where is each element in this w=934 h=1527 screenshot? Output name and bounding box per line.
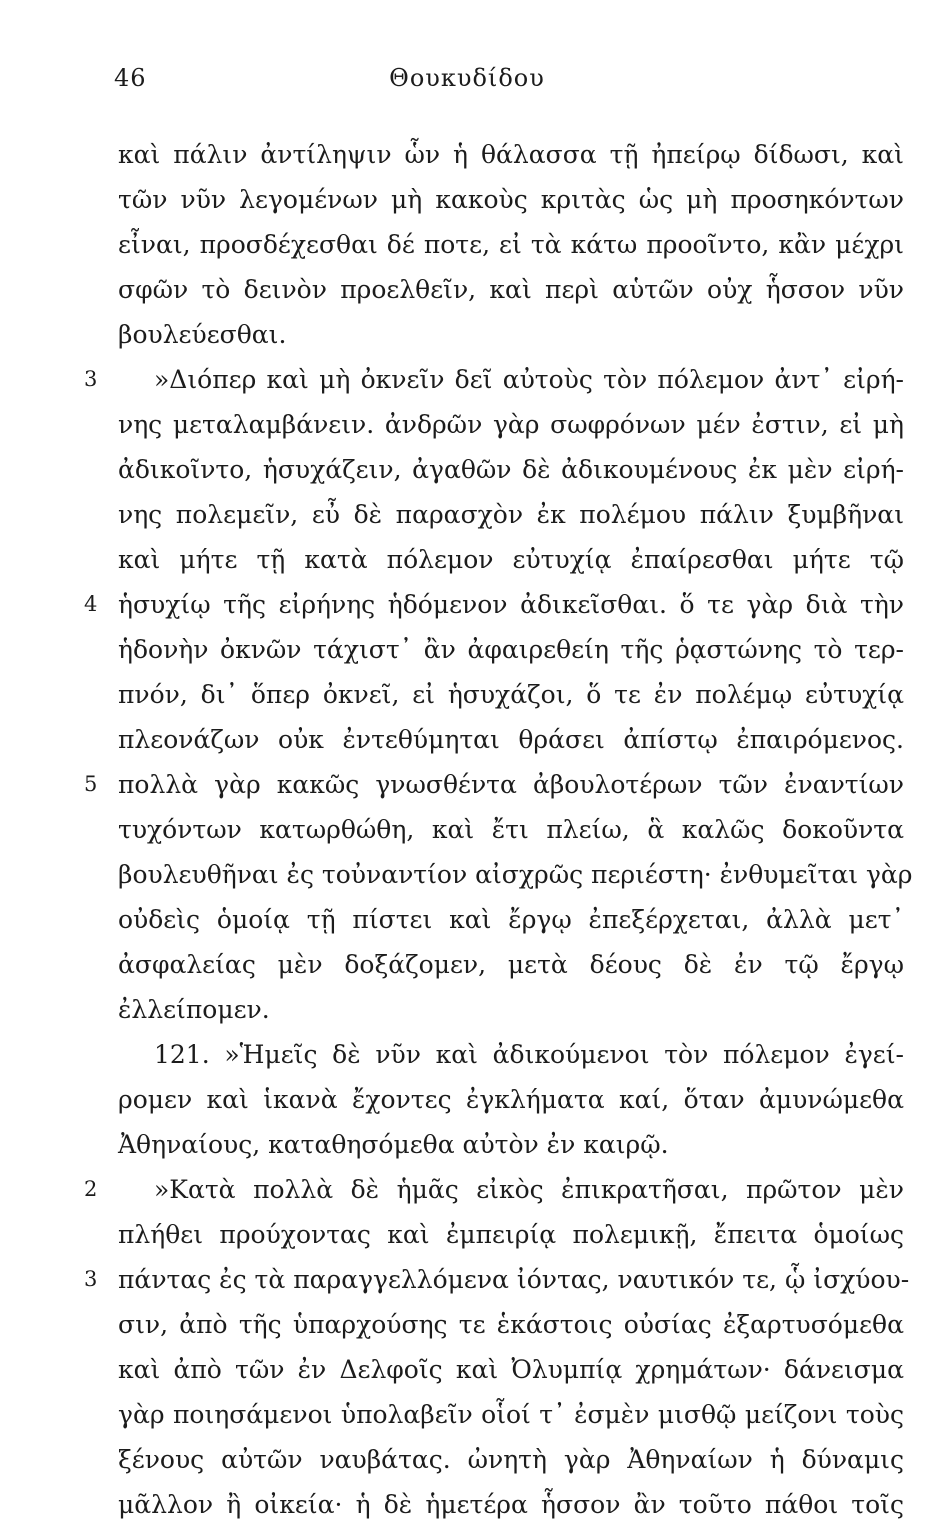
- line-text: »Διόπερ καὶ μὴ ὀκνεῖν δεῖ αὐτοὺς τὸν πόλεμον ἀντ᾽ εἰρή-: [154, 365, 904, 394]
- text-line: [118, 717, 904, 762]
- line-text: πλεονάζων οὐκ ἐντεθύμηται θράσει ἀπίστῳ ἐπαιρόμενος.: [118, 725, 904, 754]
- text-line: [118, 1077, 904, 1122]
- line-text: καὶ πάλιν ἀντίληψιν ὧν ἡ θάλασσα τῇ ἠπείρῳ δίδωσι, καὶ: [118, 140, 904, 169]
- line-text: ρομεν καὶ ἱκανὰ ἔχοντες ἐγκλήματα καί, ὅταν ἀμυνώμεθα: [118, 1085, 904, 1114]
- line-text: σφῶν τὸ δεινὸν προελθεῖν, καὶ περὶ αὑτῶν οὐχ ἧσσον νῦν: [118, 275, 904, 304]
- line-text: σιν, ἀπὸ τῆς ὑπαρχούσης τε ἑκάστοις οὐσίας ἐξαρτυσόμεθα: [118, 1310, 904, 1339]
- text-line: [118, 132, 904, 177]
- text-line: [118, 672, 904, 717]
- line-text: ἐλλείπομεν.: [118, 995, 270, 1024]
- text-line: [118, 1482, 904, 1527]
- text-line: [118, 852, 913, 897]
- text-line: [84, 1257, 910, 1302]
- text-line: [118, 1392, 904, 1437]
- line-text: βουλεύεσθαι.: [118, 320, 287, 349]
- text-line: [118, 807, 904, 852]
- text-line: [118, 1437, 904, 1482]
- line-text: καὶ ἀπὸ τῶν ἐν Δελφοῖς καὶ Ὀλυμπίᾳ χρημάτων· δάνεισμα: [118, 1355, 904, 1384]
- line-text: ἀσφαλείας μὲν δοξάζομεν, μετὰ δέους δὲ ἐν τῷ ἔργῳ: [118, 950, 904, 979]
- text-line: [118, 492, 904, 537]
- margin-section-number: 3: [84, 1267, 98, 1291]
- text-line: [118, 312, 904, 357]
- margin-section-number: 3: [84, 367, 98, 391]
- text-line: [118, 942, 904, 987]
- line-text: μᾶλλον ἢ οἰκεία· ἡ δὲ ἡμετέρα ἧσσον ἂν τοῦτο πάθοι τοῖς: [118, 1490, 904, 1519]
- text-line: [118, 177, 904, 222]
- line-text: πνόν, δι᾽ ὅπερ ὀκνεῖ, εἰ ἡσυχάζοι, ὅ τε ἐν πολέμῳ εὐτυχίᾳ: [118, 680, 904, 709]
- line-text: νης μεταλαμβάνειν. ἀνδρῶν γὰρ σωφρόνων μέν ἐστιν, εἰ μὴ: [118, 410, 904, 439]
- text-line: [118, 1032, 904, 1077]
- text-line: [118, 1302, 904, 1347]
- line-text: οὐδεὶς ὁμοίᾳ τῇ πίστει καὶ ἔργῳ ἐπεξέρχεται, ἀλλὰ μετ᾽: [118, 905, 904, 934]
- line-text: ἀδικοῖντο, ἡσυχάζειν, ἀγαθῶν δὲ ἀδικουμένους ἐκ μὲν εἰρή-: [118, 455, 904, 484]
- line-text: Ἀθηναίους, καταθησόμεθα αὐτὸν ἐν καιρῷ.: [118, 1130, 669, 1159]
- margin-section-number: 2: [84, 1177, 98, 1201]
- text-line: [118, 627, 904, 672]
- text-line: [118, 537, 904, 582]
- text-line: [84, 357, 904, 402]
- line-text: γὰρ ποιησάμενοι ὑπολαβεῖν οἷοί τ᾽ ἐσμὲν μισθῷ μείζονι τοὺς: [118, 1400, 904, 1429]
- page-number: 46: [114, 64, 147, 92]
- line-text: εἶναι, προσδέχεσθαι δέ ποτε, εἰ τὰ κάτω προοῖντο, κἂν μέχρι: [118, 230, 904, 259]
- line-text: καὶ μήτε τῇ κατὰ πόλεμον εὐτυχίᾳ ἐπαίρεσθαι μήτε τῷ: [118, 545, 904, 574]
- margin-section-number: 5: [84, 772, 98, 796]
- page-header: [0, 62, 934, 102]
- text-line: [84, 582, 904, 627]
- text-line: [118, 1212, 904, 1257]
- line-text: ἡδονὴν ὀκνῶν τάχιστ᾽ ἂν ἀφαιρεθείη τῆς ῥᾳστώνης τὸ τερ-: [118, 635, 904, 664]
- line-text: νης πολεμεῖν, εὖ δὲ παρασχὸν ἐκ πολέμου πάλιν ξυμβῆναι: [118, 500, 904, 529]
- line-text: ξένους αὐτῶν ναυβάτας. ὠνητὴ γὰρ Ἀθηναίων ἡ δύναμις: [118, 1445, 904, 1474]
- line-text: τῶν νῦν λεγομένων μὴ κακοὺς κριτὰς ὡς μὴ προσηκόντων: [118, 185, 904, 214]
- line-text: βουλευθῆναι ἐς τοὐναντίον αἰσχρῶς περιέστη· ἐνθυμεῖται γὰρ: [118, 860, 913, 889]
- line-text: ἡσυχίῳ τῆς εἰρήνης ἡδόμενον ἀδικεῖσθαι. ὅ τε γὰρ διὰ τὴν: [118, 590, 904, 619]
- text-line: [84, 762, 904, 807]
- line-text: 121. »Ἡμεῖς δὲ νῦν καὶ ἀδικούμενοι τὸν πόλεμον ἐγεί-: [154, 1040, 904, 1069]
- text-line: [118, 447, 904, 492]
- text-line: [118, 1122, 904, 1167]
- text-line: [84, 1167, 904, 1212]
- line-text: τυχόντων κατωρθώθη, καὶ ἔτι πλείω, ἃ καλῶς δοκοῦντα: [118, 815, 904, 844]
- margin-section-number: 4: [84, 592, 98, 616]
- line-text: πάντας ἐς τὰ παραγγελλόμενα ἰόντας, ναυτικόν τε, ᾧ ἰσχύου-: [118, 1265, 910, 1294]
- text-line: [118, 1347, 904, 1392]
- text-line: [118, 267, 904, 312]
- text-line: [118, 897, 904, 942]
- text-line: [118, 987, 904, 1032]
- text-line: [118, 222, 904, 267]
- text-line: [118, 402, 904, 447]
- text-body: [84, 132, 913, 1527]
- line-text: πολλὰ γὰρ κακῶς γνωσθέντα ἀβουλοτέρων τῶν ἐναντίων: [118, 770, 904, 799]
- line-text: »Κατὰ πολλὰ δὲ ἡμᾶς εἰκὸς ἐπικρατῆσαι, πρῶτον μὲν: [154, 1175, 904, 1204]
- line-text: πλήθει προύχοντας καὶ ἐμπειρίᾳ πολεμικῇ, ἔπειτα ὁμοίως: [118, 1220, 904, 1249]
- running-head: Θουκυδίδου: [389, 64, 545, 92]
